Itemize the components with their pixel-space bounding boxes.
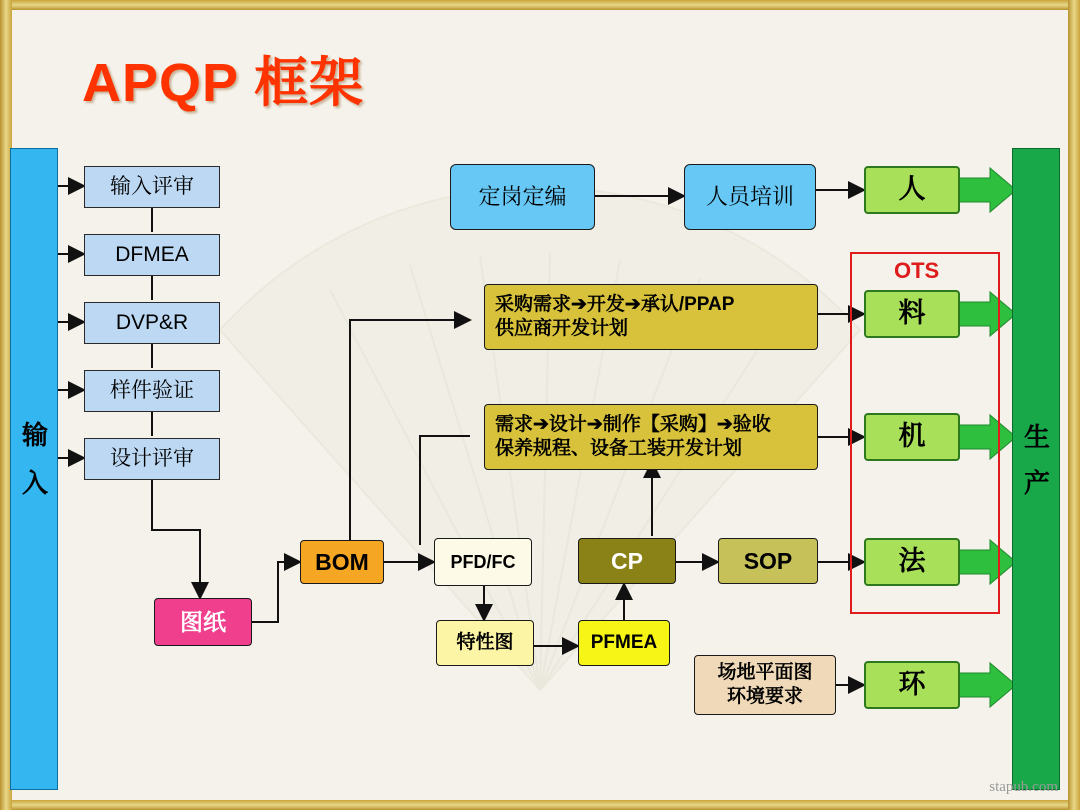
equipment-line-2: 保养规程、设备工装开发计划 — [495, 438, 743, 459]
equipment-line-1: 需求➔设计➔制作【采购】➔验收 — [495, 414, 771, 436]
input-bar-label: 输入 — [18, 421, 49, 517]
site-plan-line-1: 场地平面图 — [717, 662, 813, 684]
watermark: stapub.com — [989, 779, 1058, 795]
node-personnel-training[interactable]: 人员培训 — [684, 164, 816, 230]
node-bom[interactable]: BOM — [300, 540, 384, 584]
node-method[interactable]: 法 — [864, 538, 960, 586]
ots-label: OTS — [894, 258, 940, 283]
production-bar-label: 生产 — [1020, 423, 1051, 515]
node-environment[interactable]: 环 — [864, 661, 960, 709]
node-input-review[interactable]: 输入评审 — [84, 166, 220, 208]
input-bar — [10, 148, 58, 790]
node-equipment-development[interactable] — [484, 404, 818, 470]
purchasing-line-2: 供应商开发计划 — [495, 318, 629, 339]
node-design-review[interactable]: 设计评审 — [84, 438, 220, 480]
node-purchasing-development[interactable] — [484, 284, 818, 350]
node-pfmea[interactable]: PFMEA — [578, 620, 670, 666]
node-dfmea[interactable]: DFMEA — [84, 234, 220, 276]
node-sample-validation[interactable]: 样件验证 — [84, 370, 220, 412]
site-plan-line-2: 环境要求 — [726, 686, 803, 707]
node-dvpr[interactable]: DVP&R — [84, 302, 220, 344]
node-cp[interactable]: CP — [578, 538, 676, 584]
node-machine[interactable]: 机 — [864, 413, 960, 461]
slide-border-right — [1068, 0, 1080, 810]
page-title: APQP 框架 — [82, 53, 365, 113]
node-man[interactable]: 人 — [864, 166, 960, 214]
node-characteristic-map[interactable]: 特性图 — [436, 620, 534, 666]
slide-border-bottom — [0, 800, 1080, 810]
node-pfd-fc[interactable]: PFD/FC — [434, 538, 532, 586]
node-material[interactable]: 料 — [864, 290, 960, 338]
production-bar — [1012, 148, 1060, 790]
node-drawing[interactable]: 图纸 — [154, 598, 252, 646]
purchasing-line-1: 采购需求➔开发➔承认/PPAP — [495, 294, 735, 316]
node-staffing-plan[interactable]: 定岗定编 — [450, 164, 595, 230]
node-site-layout[interactable] — [694, 655, 836, 715]
node-sop[interactable]: SOP — [718, 538, 818, 584]
slide-border-top — [0, 0, 1080, 10]
